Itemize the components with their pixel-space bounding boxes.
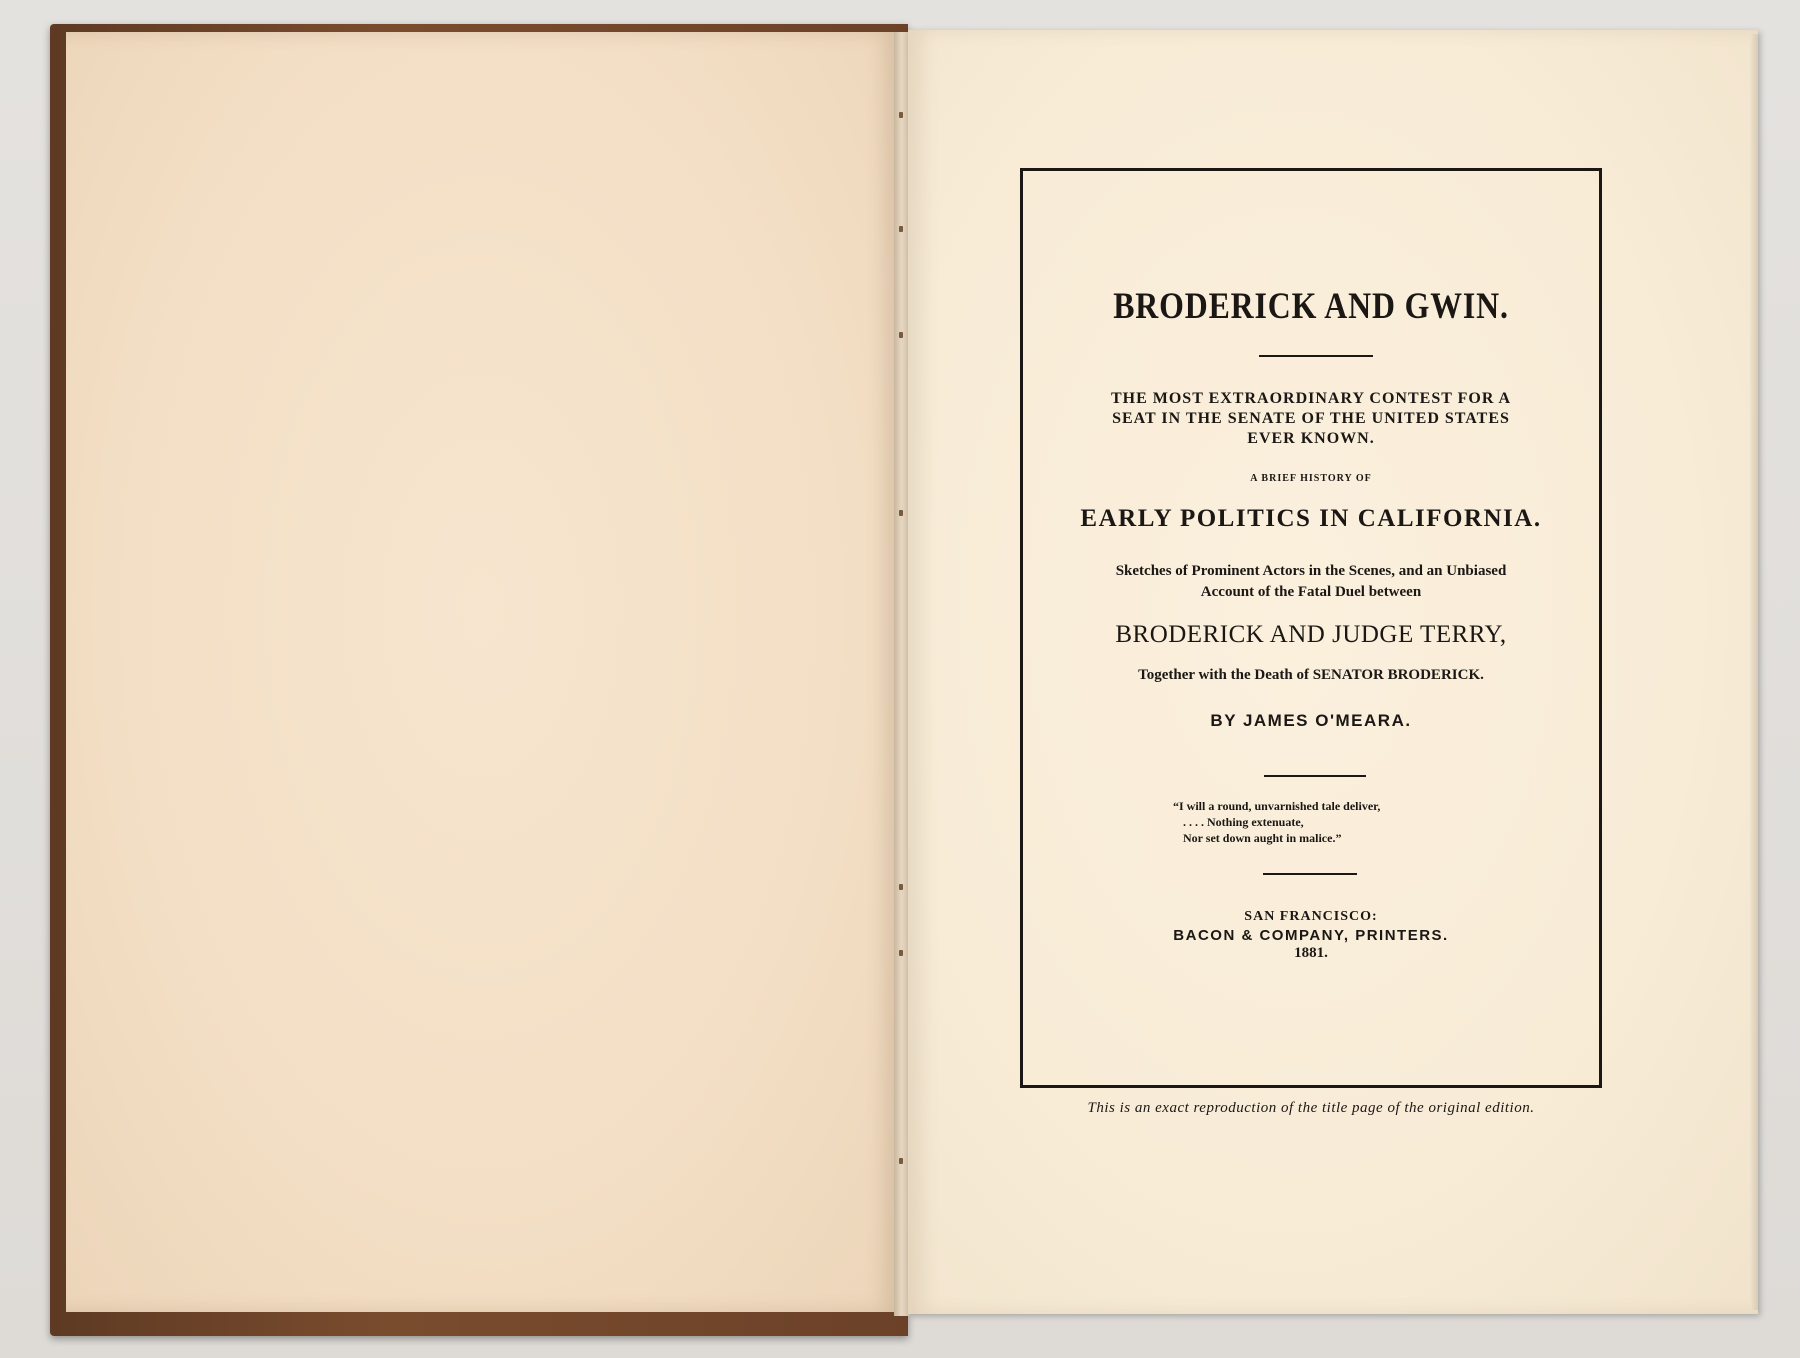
reproduction-caption: This is an exact reproduction of the title page of the original edition. xyxy=(1087,1100,1535,1116)
quote-line: “I will a round, unvarnished tale deliver, xyxy=(1173,799,1381,813)
book-title: BRODERICK AND GWIN. xyxy=(1113,286,1509,327)
imprint-printers: BACON & COMPANY, PRINTERS. xyxy=(1173,927,1449,944)
brief-history-label: A BRIEF HISTORY OF xyxy=(1250,473,1372,484)
imprint-rule xyxy=(1263,873,1357,875)
sketches-description: Sketches of Prominent Actors in the Scenes, and an Unbiased Account of the Fatal Duel between xyxy=(1115,563,1507,600)
early-politics-heading: EARLY POLITICS IN CALIFORNIA. xyxy=(1080,505,1542,532)
author-rule xyxy=(1264,775,1366,777)
binding-stitch xyxy=(899,1158,903,1164)
binding-stitch xyxy=(899,332,903,338)
binding-stitch xyxy=(899,884,903,890)
page-edge xyxy=(1750,34,1758,1310)
title-rule xyxy=(1259,355,1373,357)
imprint-year: 1881. xyxy=(1294,945,1328,961)
death-line: Together with the Death of SENATOR BRODERICK. xyxy=(1138,667,1484,683)
imprint-city: SAN FRANCISCO: xyxy=(1244,909,1378,924)
duel-heading: BRODERICK AND JUDGE TERRY, xyxy=(1115,621,1507,648)
epigraph-quote xyxy=(1173,798,1499,846)
binding-stitch xyxy=(899,950,903,956)
contest-subtitle: THE MOST EXTRAORDINARY CONTEST FOR A SEAT IN THE SENATE OF THE UNITED STATES EVER KNOWN. xyxy=(1110,390,1512,447)
author-line: BY JAMES O'MEARA. xyxy=(1210,711,1412,730)
title-page-frame xyxy=(1020,168,1602,1088)
left-blank-page xyxy=(66,32,898,1312)
quote-line: . . . . Nothing extenuate, xyxy=(1183,815,1304,829)
binding-stitch xyxy=(899,112,903,118)
binding-stitch xyxy=(899,226,903,232)
title-page-content xyxy=(1023,171,1599,1085)
binding-stitch xyxy=(899,510,903,516)
quote-line: Nor set down aught in malice.” xyxy=(1183,831,1342,845)
